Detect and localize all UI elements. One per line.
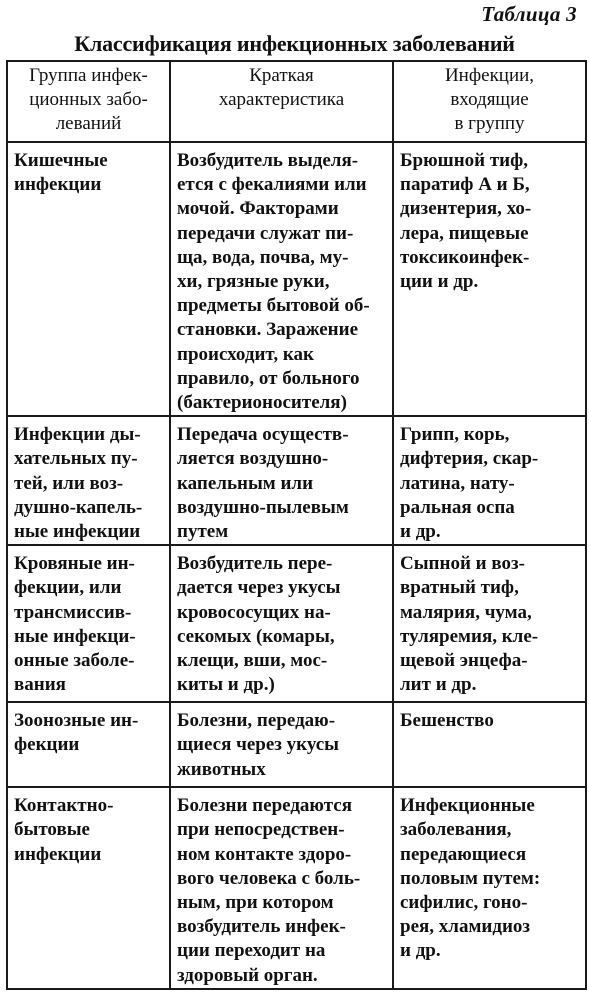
table-row	[7, 702, 586, 787]
group-cell: Кишечные инфекции	[7, 142, 170, 416]
description-cell: Возбудитель выделя- ется с фекалиями или мочой. Факторами передачи служат пи- ща, вода, почва, му- хи, грязные руки, предметы бытовой об- становки. Заражение происходит, как правило, от больного (бактерионосителя)	[170, 142, 393, 416]
table-row	[7, 142, 586, 416]
infections-cell: Брюшной тиф, паратиф А и Б, дизентерия, хо- лера, пищевые токсикоинфек- ции и др.	[393, 142, 586, 416]
infections-cell: Сыпной и воз- вратный тиф, малярия, чума, туляремия, кле- щевой энцефа- лит и др.	[393, 545, 586, 702]
infections-cell: Инфекционные заболевания, передающиеся половым путем: сифилис, гоно- рея, хламидиоз и др.	[393, 787, 586, 989]
table-row	[7, 416, 586, 545]
table-row	[7, 545, 586, 702]
description-cell: Болезни, передаю- щиеся через укусы животных	[170, 702, 393, 787]
infections-cell: Грипп, корь, дифтерия, скар- латина, нату- ральная оспа и др.	[393, 416, 586, 545]
description-cell: Возбудитель пере- дается через укусы кровососущих на- секомых (комары, клещи, вши, мос- киты и др.)	[170, 545, 393, 702]
group-cell: Кровяные ин- фекции, или трансмиссив- ные инфекци- онные заболе- вания	[7, 545, 170, 702]
infections-cell: Бешенство	[393, 702, 586, 787]
group-cell: Зоонозные ин- фекции	[7, 702, 170, 787]
table-row	[7, 787, 586, 989]
table-number-label: Таблица 3	[481, 2, 577, 26]
column-header-group: Группа инфек- ционных забо- леваний	[7, 61, 170, 142]
description-cell: Передача осуществ- ляется воздушно- капельным или воздушно-пылевым путем	[170, 416, 393, 545]
description-cell: Болезни передаются при непосредствен- ном контакте здоро- вого человека с боль- ным, при котором возбудитель инфек- ции переходит на здоровый орган.	[170, 787, 393, 989]
column-header-infections: Инфекции, входящие в группу	[393, 61, 586, 142]
group-cell: Контактно- бытовые инфекции	[7, 787, 170, 989]
table-title: Классификация инфекционных заболеваний	[74, 31, 515, 56]
table-header-row	[7, 61, 586, 142]
column-header-characteristic: Краткая характеристика	[170, 61, 393, 142]
group-cell: Инфекции ды- хательных пу- тей, или воз- душно-капель- ные инфекции	[7, 416, 170, 545]
infection-classification-table	[6, 60, 587, 990]
